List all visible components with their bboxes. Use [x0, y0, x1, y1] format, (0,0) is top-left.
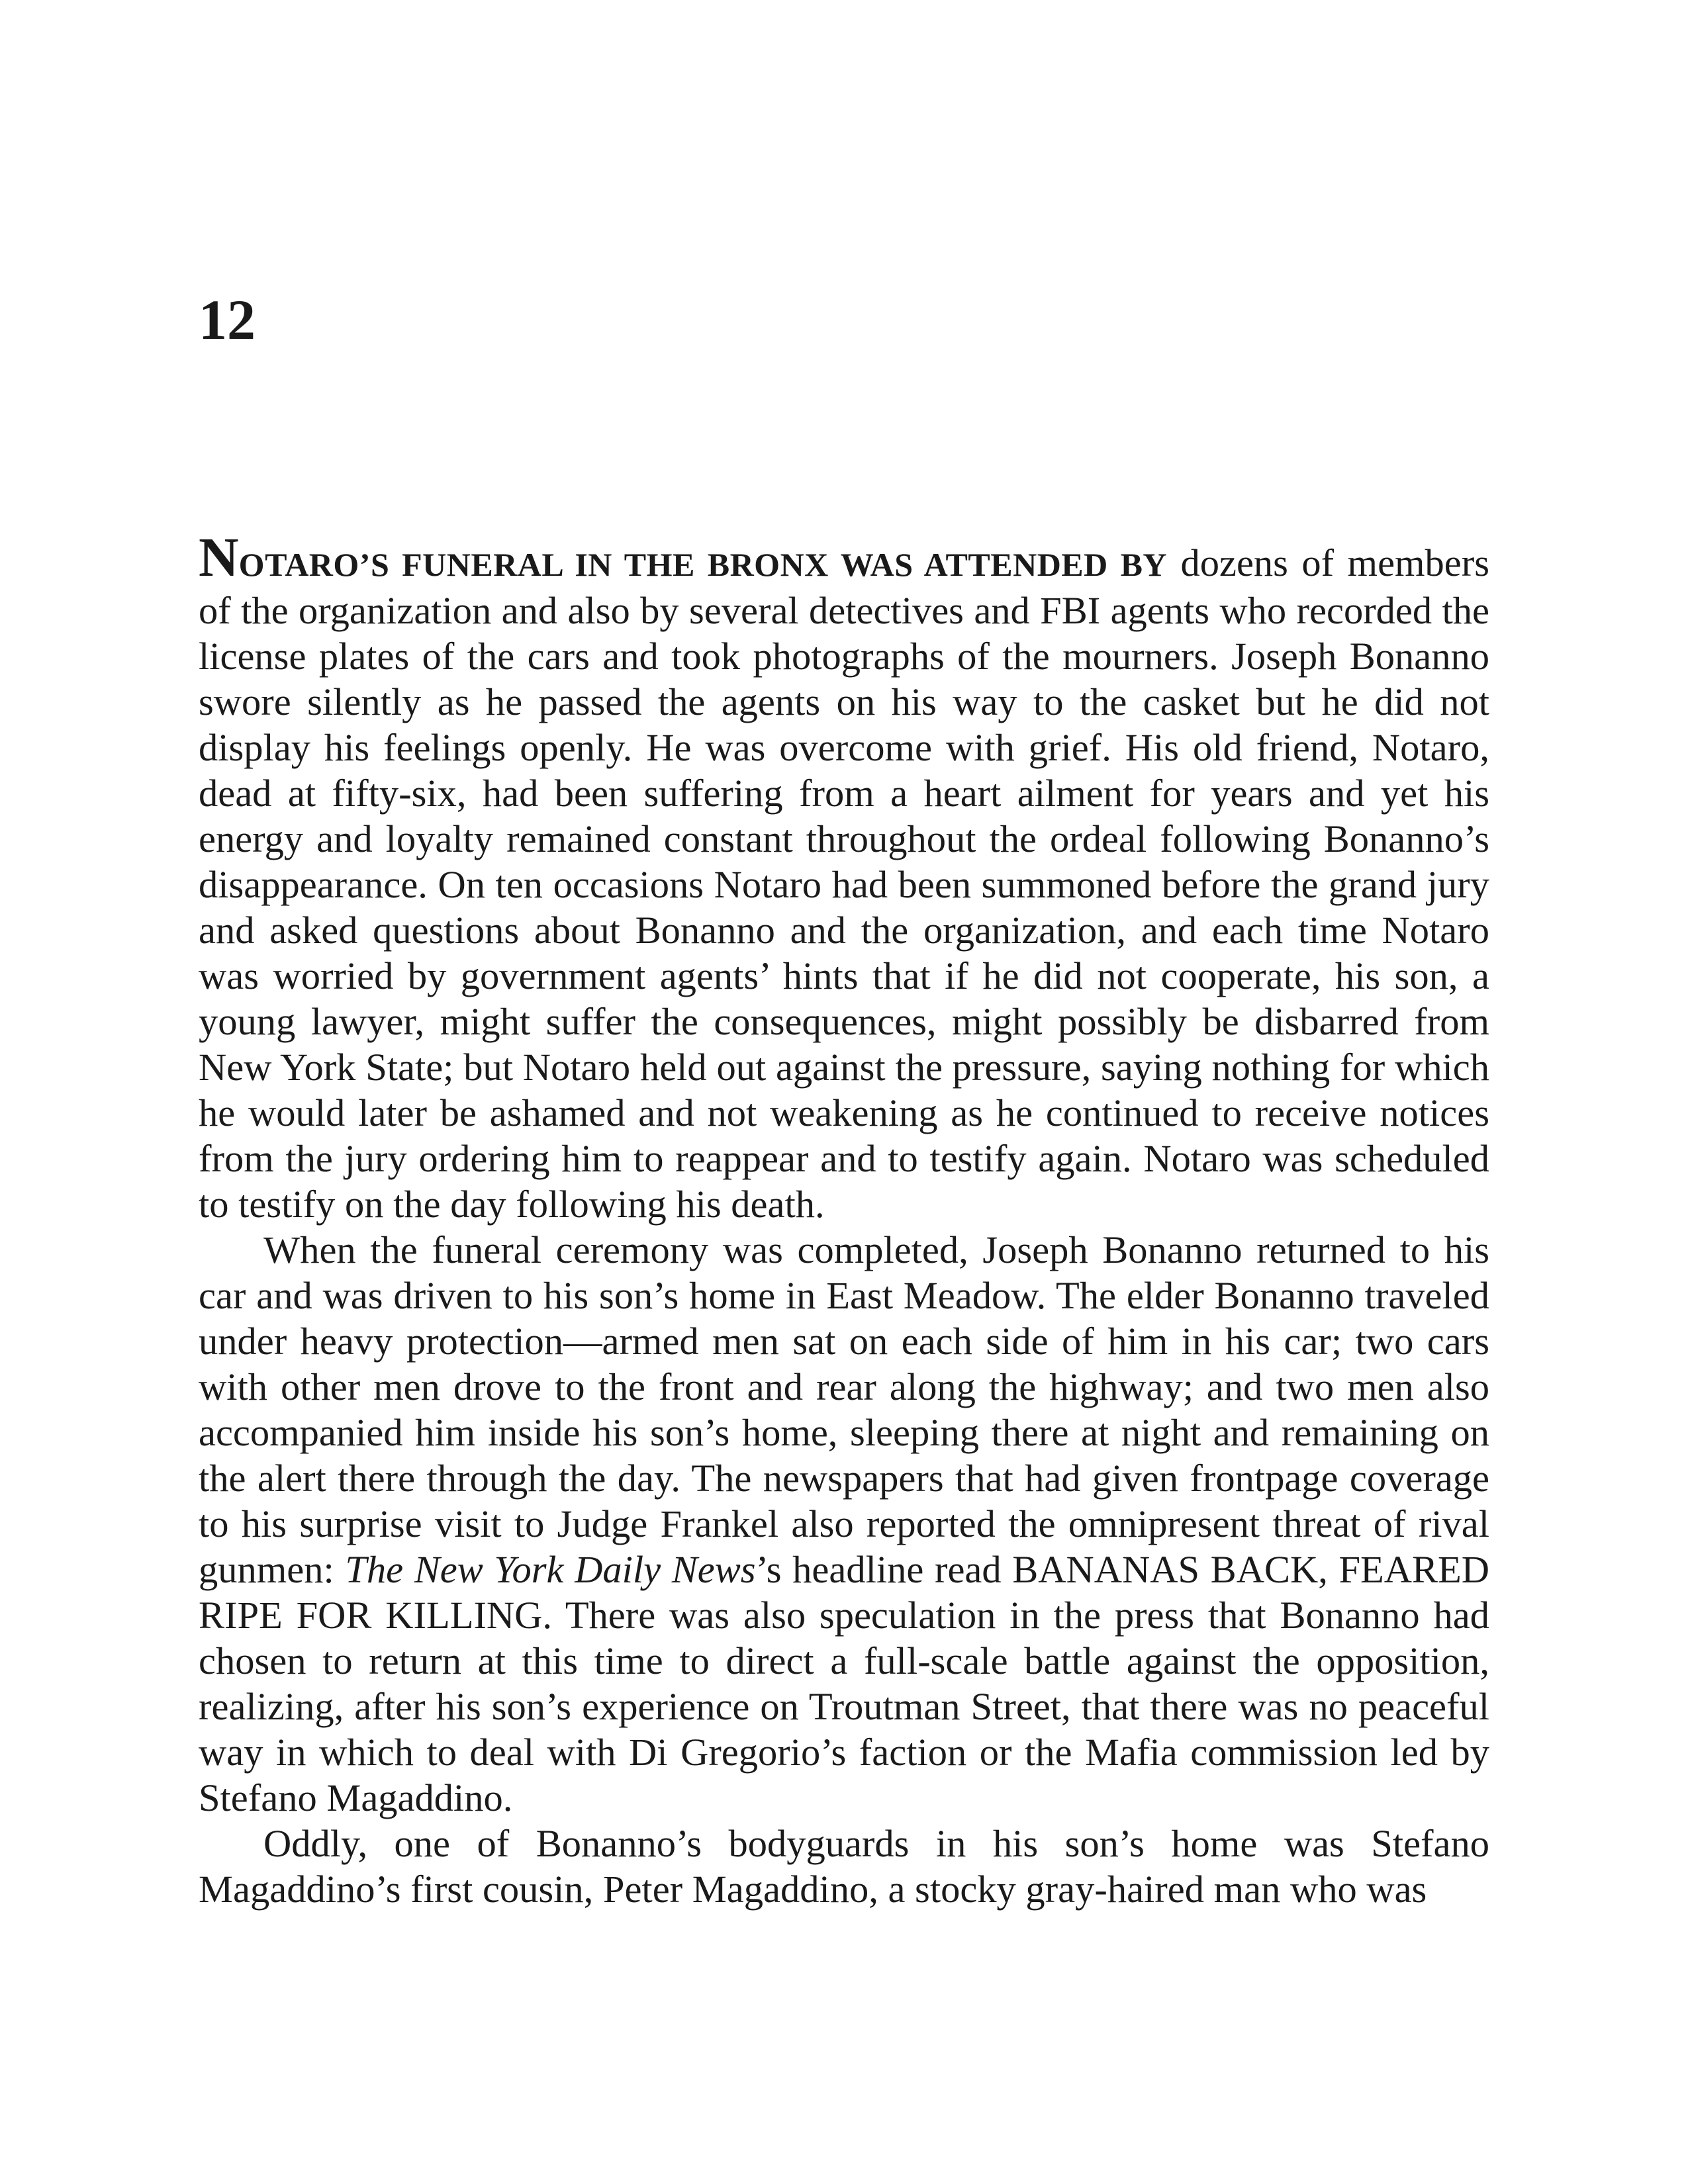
paragraph-2-text-after: ’s headline read BANANAS BACK, FEARED RIPE FOR KILLING. There was also speculation in the press that Bonanno had chosen to return at this time to direct a full-scale battle against the opposition, realizing, after his son’s experience on Troutman Street, that there was no peaceful way in which to deal with Di Gregorio’s faction or the Mafia commission led by Stefano Magaddino.: [199, 1548, 1489, 1819]
paragraph-3-text: Oddly, one of Bonanno’s bodyguards in his son’s home was Stefano Magaddino’s first cousin, Peter Magaddino, a stocky gray-haired man who was: [199, 1822, 1489, 1911]
paragraph-2: [199, 1227, 1489, 1821]
paragraph-1-text: dozens of members of the organization and also by several detectives and FBI agents who recorded the license plates of the cars and took photographs of the mourners. Joseph Bonanno swore silently as he passed the agents on his way to the casket but he did not display his feelings openly. He was overcome with grief. His old friend, Notaro, dead at fifty-six, had been suffering from a heart ailment for years and yet his energy and loyalty remained constant throughout the ordeal following Bonanno’s disappearance. On ten occasions Notaro had been summoned before the grand jury and asked questions about Bonanno and the organization, and each time Notaro was worried by government agents’ hints that if he did not cooperate, his son, a young lawyer, might suffer the consequences, might possibly be disbarred from New York State; but Notaro held out against the pressure, saying nothing for which he would later be ashamed and not weakening as he continued to receive notices from the jury ordering him to reappear and to testify again. Notaro was scheduled to testify on the day following his death.: [199, 541, 1489, 1226]
chapter-number: 12: [199, 288, 256, 351]
newspaper-title: The New York Daily News: [345, 1548, 756, 1591]
drop-initial: N: [199, 527, 239, 588]
paragraph-2-text-before: When the funeral ceremony was completed, Joseph Bonanno returned to his car and was driven to his son’s home in East Meadow. The elder Bonanno traveled under heavy protection—armed men sat on each side of him in his car; two cars with other men drove to the front and rear along the highway; and two men also accompanied him inside his son’s home, sleeping there at night and remaining on the alert there through the day. The newspapers that had given frontpage coverage to his surprise visit to Judge Frankel also reported the omnipresent threat of rival gunmen:: [199, 1228, 1489, 1591]
lead-in-smallcaps: OTARO’S FUNERAL IN THE BRONX WAS ATTENDED BY: [238, 546, 1168, 583]
chapter-body: [199, 527, 1489, 1912]
paragraph-3: [199, 1821, 1489, 1912]
paragraph-1: [199, 527, 1489, 1227]
